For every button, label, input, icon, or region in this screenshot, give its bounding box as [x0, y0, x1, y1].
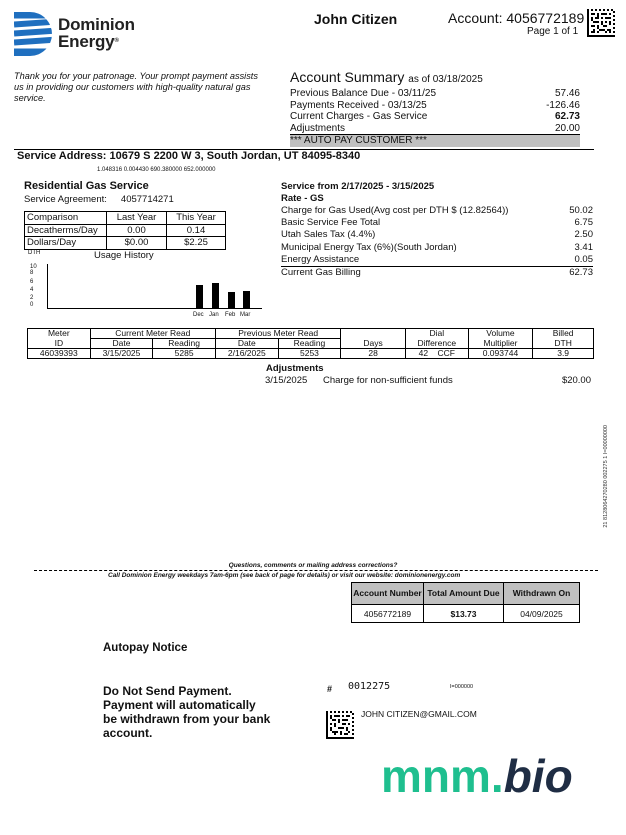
autopay-notice-title: Autopay Notice — [103, 642, 188, 654]
account-summary-title: Account Summary as of 03/18/2025 — [290, 69, 483, 85]
table-header-row: Comparison Last Year This Year — [25, 212, 226, 225]
adjustment-row: 3/15/2025 Charge for non-sufficient funds $20.00 — [265, 375, 591, 386]
meter-read-table — [27, 328, 594, 359]
table-row: 46039393 3/15/2025 5285 2/16/2025 5253 28 42 CCF 0.093744 3.9 — [28, 349, 594, 359]
charge-row: Charge for Gas Used(Avg cost per DTH $ (12.82564)) 50.02 — [281, 205, 593, 216]
brand-name: Dominion Energy® — [58, 15, 135, 51]
service-agreement-number: 4057714271 — [120, 194, 174, 205]
usage-history-chart — [24, 250, 264, 322]
y-tick: 4 — [30, 287, 34, 293]
x-label: Feb — [225, 312, 236, 318]
y-tick: 0 — [30, 302, 34, 308]
questions-line: Questions, comments or mailing address corrections? — [228, 562, 398, 569]
datamatrix-barcode-icon — [326, 711, 354, 739]
autopay-notice-body: Do Not Send Payment. Payment will automatically be withdrawn from your bank account. — [103, 684, 271, 740]
chart-title: Usage History — [94, 250, 154, 261]
comparison-table — [24, 211, 226, 250]
summary-row: Previous Balance Due - 03/11/25 57.46 — [290, 88, 580, 99]
account-summary — [290, 69, 580, 147]
y-tick: 6 — [30, 279, 34, 285]
contact-line: Call Dominion Energy weekdays 7am-6pm (see back of page for details) or visit our website: dominionenergy.com — [108, 572, 461, 579]
y-axis — [47, 264, 48, 309]
summary-row: Payments Received - 03/13/25 -126.46 — [290, 99, 580, 111]
charge-row: Municipal Energy Tax (6%)(South Jordan) 3.41 — [281, 241, 593, 253]
charge-row: Energy Assistance 0.05 — [281, 253, 593, 265]
mailing-reference-number: 0012275 — [348, 681, 391, 692]
table-header-row: ID Date Reading Date Reading Days Difference Multiplier DTH — [28, 339, 594, 349]
table-row: Decatherms/Day 0.00 0.14 — [25, 224, 226, 237]
chart-bar-mar — [243, 291, 250, 308]
table-header-row: Account Number Total Amount Due Withdrawn On — [352, 583, 580, 605]
hash-symbol: # — [327, 684, 333, 694]
payment-summary-table — [351, 582, 580, 623]
table-row: 4056772189 $13.73 04/09/2025 — [352, 605, 580, 623]
chart-bar-jan — [212, 283, 219, 308]
summary-row: Adjustments 20.00 — [290, 122, 580, 134]
watermark: mnm.bio — [381, 750, 573, 802]
dominion-logo-icon — [14, 12, 52, 56]
table-header-row: Meter Current Meter Read Previous Meter Read Dial Volume Billed — [28, 329, 594, 339]
x-label: Dec — [193, 312, 204, 318]
service-address: Service Address: 10679 S 2200 W 3, South Jordan, UT 84095-8340 — [17, 150, 361, 162]
autopay-banner: *** AUTO PAY CUSTOMER *** — [290, 135, 580, 147]
charge-row: Basic Service Fee Total 6.75 — [281, 217, 593, 229]
account-label: Account: — [448, 10, 503, 26]
page-indicator: Page 1 of 1 — [527, 26, 579, 37]
service-period: Service from 2/17/2025 - 3/15/2025 — [281, 181, 435, 192]
account-number: 4056772189 — [506, 10, 585, 26]
dominion-energy-logo — [14, 12, 154, 58]
total-amount-due: $13.73 — [424, 605, 504, 623]
service-agreement: Service Agreement: 4057714271 — [24, 194, 174, 205]
chart-y-label: DTH — [28, 250, 41, 256]
y-tick: 8 — [30, 270, 34, 276]
chart-bar-feb — [228, 292, 235, 308]
summary-row: Current Charges - Gas Service 62.73 — [290, 111, 580, 122]
adjustments-title: Adjustments — [266, 363, 324, 374]
side-routing-code: 21 8128064270280 002275 1 I=00000000 — [603, 425, 609, 528]
x-label: Mar — [240, 312, 251, 318]
residential-title: Residential Gas Service — [24, 180, 149, 192]
charge-row: Utah Sales Tax (4.4%) 2.50 — [281, 229, 593, 241]
table-row: Dollars/Day $0.00 $2.25 — [25, 237, 226, 250]
y-tick: 2 — [30, 295, 34, 301]
charges-section — [281, 181, 593, 279]
tear-line — [34, 570, 598, 571]
x-axis — [47, 308, 262, 309]
datamatrix-barcode-icon — [587, 9, 615, 37]
customer-name: John Citizen — [314, 11, 398, 27]
rate-code: Rate - GS — [281, 193, 324, 204]
mailing-code: I=000000 — [450, 684, 474, 690]
chart-bar-dec — [196, 285, 203, 308]
y-tick: 10 — [30, 264, 37, 270]
thanks-message: Thank you for your patronage. Your prompt payment assists us in providing our customers with high-quality natural gas service. — [14, 71, 258, 103]
geo-codes: 1.048316 0.004430 690.380000 652.000000 — [97, 167, 216, 173]
charge-total-row: Current Gas Billing 62.73 — [281, 267, 593, 279]
customer-email: JOHN CITIZEN@GMAIL.COM — [361, 709, 477, 719]
account-header — [448, 10, 584, 26]
x-label: Jan — [209, 312, 219, 318]
